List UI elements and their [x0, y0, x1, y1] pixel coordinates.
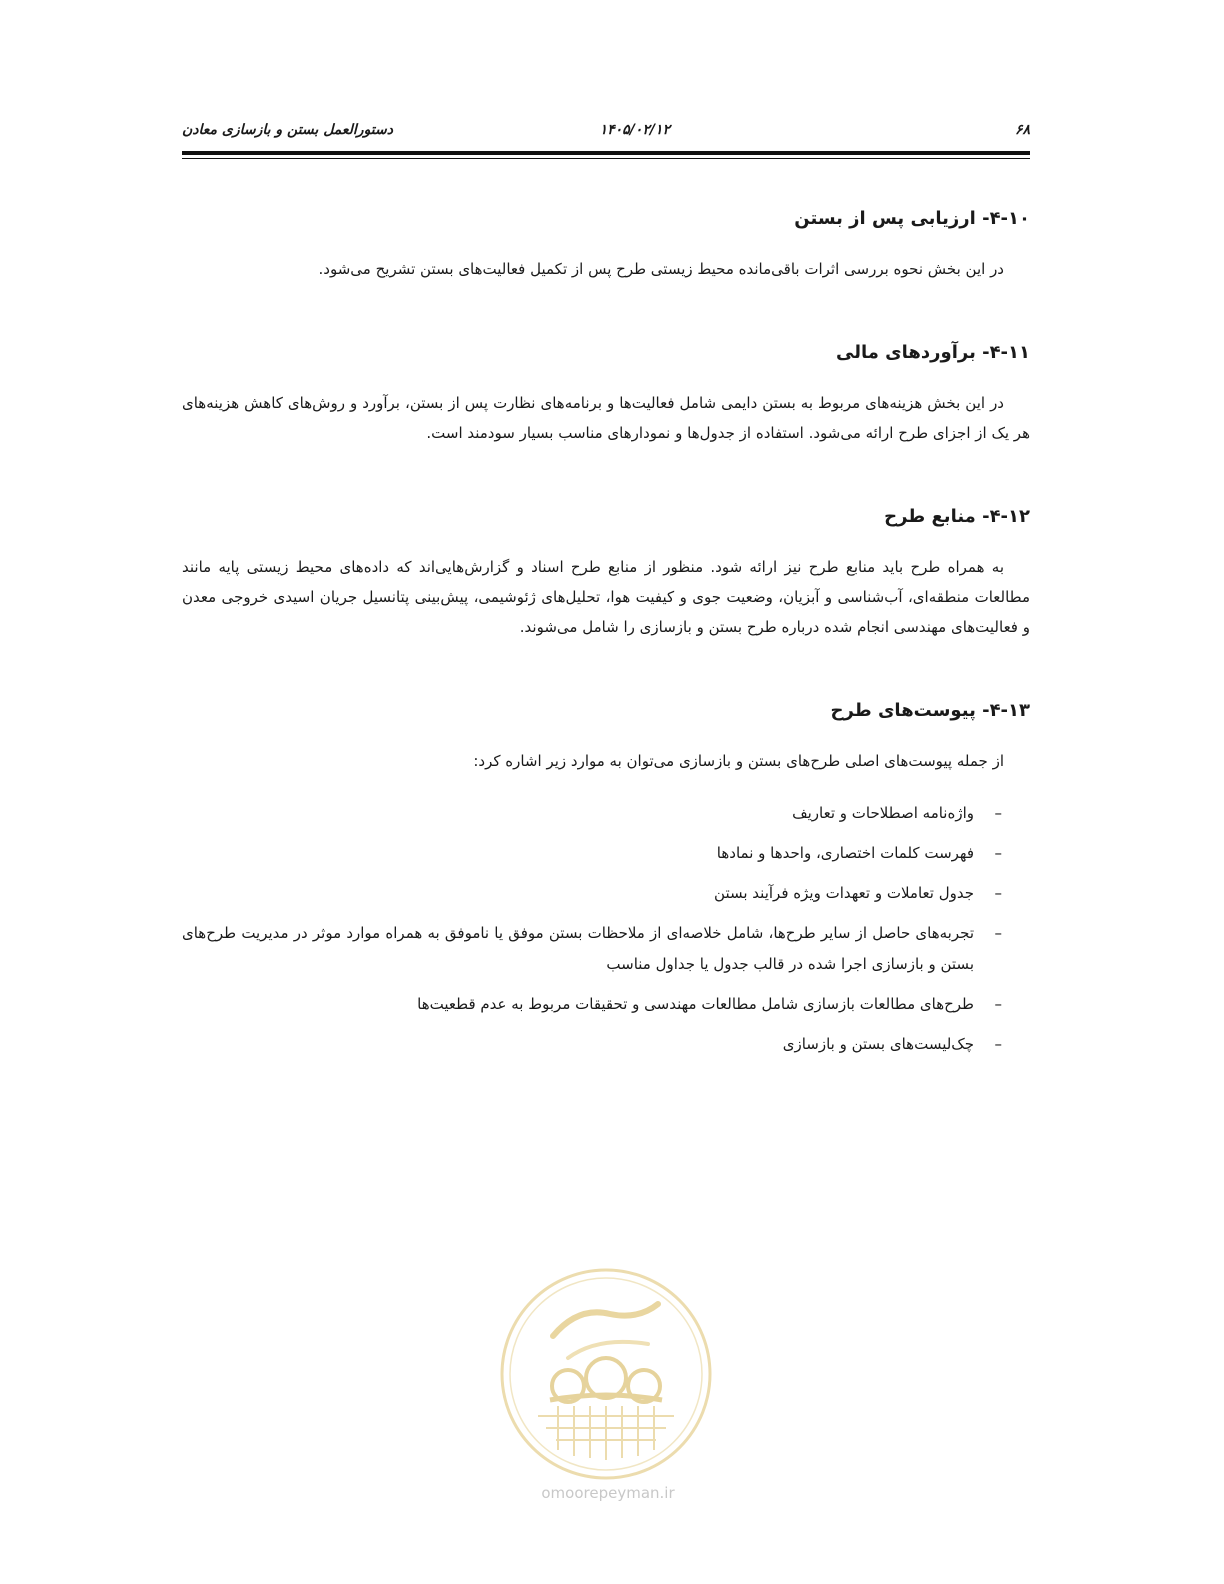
list-item-text: چک‌لیست‌های بستن و بازسازی	[782, 1035, 974, 1053]
main-content	[182, 196, 1030, 1069]
header-date: ۱۴۰۵/۰۲/۱۲	[599, 122, 670, 138]
header-rule-thick	[182, 151, 1030, 155]
header-rule-thin	[182, 158, 1030, 159]
list-bullet: –	[994, 804, 1002, 822]
section-paragraph-4-11: در این بخش هزینه‌های مربوط به بستن دایمی شامل فعالیت‌ها و برنامه‌های نظارت پس از بستن، برآورد و روش‌های کاهش هزینه‌های هر یک از اجزای طرح ارائه می‌شود. استفاده از جدول‌ها و نمودارهای مناسب بسیار سودمند است.	[182, 394, 1030, 442]
section-heading-4-10: ۴-۱۰- ارزیابی پس از بستن	[794, 208, 1030, 229]
section-heading-4-13: ۴-۱۳- پیوست‌های طرح	[830, 700, 1030, 721]
section-heading-4-12: ۴-۱۲- منابع طرح	[884, 506, 1030, 527]
appendix-list	[182, 798, 1030, 1060]
list-item-text: فهرست کلمات اختصاری، واحدها و نمادها	[716, 844, 974, 862]
list-item	[182, 798, 1002, 829]
list-item	[182, 878, 1002, 909]
list-item	[182, 989, 1002, 1020]
list-item	[182, 838, 1002, 869]
list-item-text: جدول تعاملات و تعهدات ویژه فرآیند بستن	[714, 884, 974, 902]
watermark-seal-icon	[498, 1266, 714, 1482]
list-item	[182, 1029, 1002, 1060]
list-bullet: –	[994, 844, 1002, 862]
section-paragraph-4-10: در این بخش نحوه بررسی اثرات باقی‌مانده محیط زیستی طرح پس از تکمیل فعالیت‌های بستن تشریح می‌شود.	[318, 260, 1004, 278]
list-item-text: تجربه‌های حاصل از سایر طرح‌ها، شامل خلاصه‌ای از ملاحظات بستن موفق یا ناموفق به همراه موارد موثر در مدیریت طرح‌های بستن و بازسازی اجرا شده در قالب جدول یا جداول مناسب	[182, 924, 974, 973]
document-title: دستورالعمل بستن و بازسازی معادن	[182, 122, 393, 138]
list-item-text: واژه‌نامه اصطلاحات و تعاریف	[792, 804, 974, 822]
section-paragraph-4-12: به همراه طرح باید منابع طرح نیز ارائه شود. منظور از منابع طرح اسناد و گزارش‌هایی‌اند که داده‌های محیط زیستی پایه مانند مطالعات منطقه‌ای، آب‌شناسی و آبزیان، وضعیت جوی و کیفیت هوا، تحلیل‌های ژئوشیمی، پیش‌بینی پتانسیل جریان اسیدی خروجی معدن و فعالیت‌های مهندسی انجام شده درباره طرح بستن و بازسازی را شامل می‌شوند.	[182, 558, 1030, 636]
list-bullet: –	[994, 1035, 1002, 1053]
list-bullet: –	[994, 884, 1002, 902]
list-item	[182, 918, 1002, 980]
page-number: ۶۸	[1014, 122, 1030, 138]
list-bullet: –	[994, 995, 1002, 1013]
list-bullet: –	[994, 924, 1002, 942]
list-item-text: طرح‌های مطالعات بازسازی شامل مطالعات مهندسی و تحقیقات مربوط به عدم قطعیت‌ها	[417, 995, 974, 1013]
page-header	[182, 118, 1030, 148]
section-paragraph-4-13: از جمله پیوست‌های اصلی طرح‌های بستن و بازسازی می‌توان به موارد زیر اشاره کرد:	[473, 752, 1004, 770]
watermark-url: omoorepeyman.ir	[541, 1484, 675, 1502]
section-heading-4-11: ۴-۱۱- برآوردهای مالی	[836, 342, 1030, 363]
